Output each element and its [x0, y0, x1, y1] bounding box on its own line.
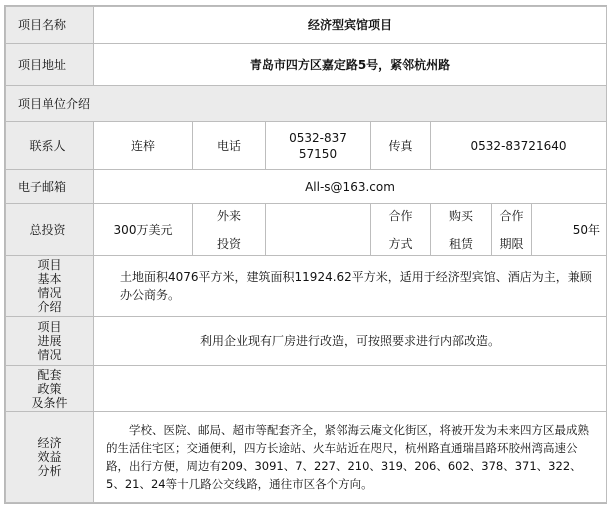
coop-mode-value [431, 204, 492, 256]
row-progress [6, 317, 607, 366]
term-line2: 期限 [499, 236, 524, 251]
progress-label [6, 317, 94, 366]
policy-label-line: 政策 [37, 381, 62, 396]
basic-label-line: 介绍 [37, 300, 62, 314]
fax-label: 传真 [371, 122, 431, 170]
project-info-table [5, 6, 607, 503]
project-address-label: 项目地址 [6, 44, 94, 86]
row-investment [6, 204, 607, 256]
term-line1: 合作 [499, 208, 524, 223]
email-label: 电子邮箱 [6, 170, 94, 204]
progress-text: 利用企业现有厂房进行改造，可按照要求进行内部改造。 [94, 317, 607, 366]
contact-person: 连梓 [94, 122, 193, 170]
row-policy [6, 366, 607, 412]
phone-label: 电话 [193, 122, 266, 170]
fax-value: 0532-83721640 [431, 122, 607, 170]
row-email [6, 170, 607, 204]
benefit-label [6, 412, 94, 503]
row-benefit [6, 412, 607, 503]
investment-label: 总投资 [6, 204, 94, 256]
basic-label-line: 基本 [37, 272, 62, 286]
coop-mode-label [371, 204, 431, 256]
investment-amount: 300万美元 [94, 204, 193, 256]
benefit-text: 学校、医院、邮局、超市等配套齐全，紧邻海云庵文化街区，将被开发为未来四方区最成熟的生活住宅区；交通便利，四方长途站、火车站近在咫尺，杭州路直通瑞昌路环胶州湾高速公路，出行方便，周边有209、3091、7、227、210、319、206、602、378、371、322、5、21、24等十几路公交线路，通往市区各个方向。 [94, 412, 607, 503]
basic-info-text: 土地面积4076平方米，建筑面积11924.62平方米，适用于经济型宾馆、酒店为主，兼顾办公商务。 [94, 256, 607, 317]
basic-label-line: 项目 [37, 258, 62, 272]
coop-mode-line2: 方式 [388, 236, 413, 251]
benefit-label-line: 经济 [37, 436, 62, 450]
row-project-name [6, 7, 607, 44]
progress-label-line: 项目 [37, 320, 62, 334]
contact-label: 联系人 [6, 122, 94, 170]
policy-label-line: 及条件 [31, 395, 68, 410]
policy-text [94, 366, 607, 412]
project-info-table-wrapper [4, 5, 607, 504]
foreign-investment-value [266, 204, 371, 256]
coop-mode-line1: 合作 [388, 208, 413, 223]
project-name-label: 项目名称 [6, 7, 94, 44]
coop-term-label [492, 204, 532, 256]
email-value[interactable]: All-s@163.com [94, 170, 607, 204]
benefit-label-line: 分析 [37, 464, 62, 478]
progress-label-line: 情况 [37, 348, 62, 362]
progress-label-line: 进展 [37, 334, 62, 348]
foreign-line1: 外来 [216, 208, 241, 223]
phone-value: 0532-83757150 [266, 122, 371, 170]
row-basic-info [6, 256, 607, 317]
benefit-label-line: 效益 [37, 450, 62, 464]
basic-label-line: 情况 [37, 286, 62, 300]
row-contact [6, 122, 607, 170]
foreign-investment-label [193, 204, 266, 256]
foreign-line2: 投资 [216, 236, 241, 251]
mode-line1: 购买 [448, 208, 473, 223]
coop-term-value: 50年 [532, 204, 607, 256]
unit-intro-label: 项目单位介绍 [6, 86, 607, 122]
row-unit-intro [6, 86, 607, 122]
basic-info-label [6, 256, 94, 317]
policy-label [6, 366, 94, 412]
mode-line2: 租赁 [448, 236, 473, 251]
project-name-value: 经济型宾馆项目 [94, 7, 607, 44]
policy-label-line: 配套 [37, 367, 62, 382]
project-address-value: 青岛市四方区嘉定路5号，紧邻杭州路 [94, 44, 607, 86]
row-project-address [6, 44, 607, 86]
